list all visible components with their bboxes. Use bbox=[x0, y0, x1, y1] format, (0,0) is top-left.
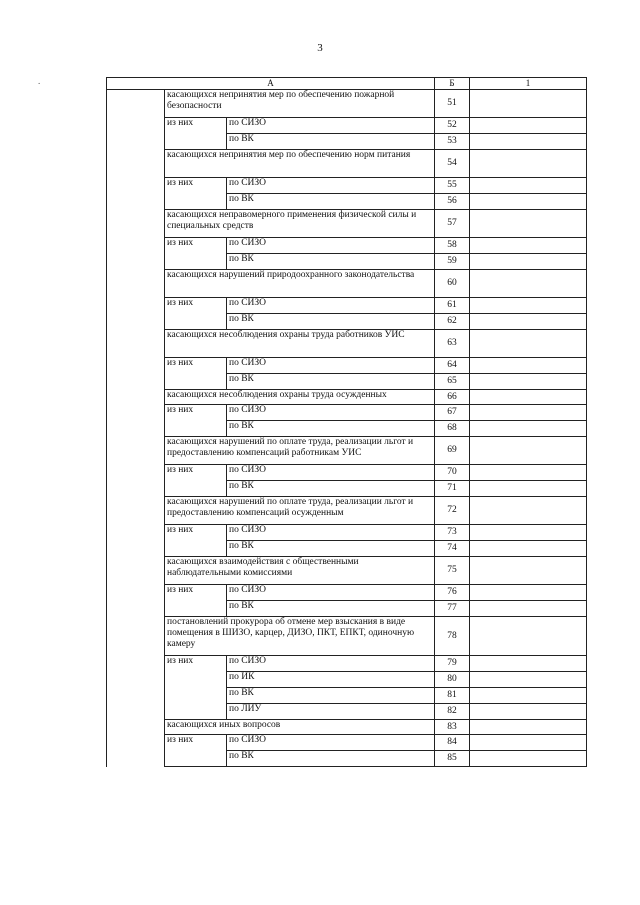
row-code: 66 bbox=[435, 390, 470, 405]
value-cell bbox=[470, 704, 587, 720]
sub-label: по СИЗО bbox=[227, 238, 435, 254]
value-cell bbox=[470, 210, 587, 238]
row-code: 76 bbox=[435, 585, 470, 601]
value-cell bbox=[470, 497, 587, 525]
value-cell bbox=[470, 421, 587, 437]
sub-prefix: из них bbox=[165, 238, 227, 270]
sub-label: по СИЗО bbox=[227, 735, 435, 751]
sub-prefix: из них bbox=[165, 585, 227, 617]
row-code: 64 bbox=[435, 358, 470, 374]
sub-prefix: из них bbox=[165, 118, 227, 150]
value-cell bbox=[470, 134, 587, 150]
sub-row bbox=[107, 178, 587, 194]
group-description: касающихся несоблюдения охраны труда осужденных bbox=[165, 390, 435, 405]
value-cell bbox=[470, 751, 587, 767]
row-code: 82 bbox=[435, 704, 470, 720]
sub-prefix: из них bbox=[165, 298, 227, 330]
row-code: 75 bbox=[435, 557, 470, 585]
value-cell bbox=[470, 525, 587, 541]
row-code: 67 bbox=[435, 405, 470, 421]
sub-label: по СИЗО bbox=[227, 585, 435, 601]
group-description: касающихся неправомерного применения физической силы и специальных средств bbox=[165, 210, 435, 238]
sub-label: по СИЗО bbox=[227, 465, 435, 481]
sub-row bbox=[107, 118, 587, 134]
sub-label: по ВК bbox=[227, 481, 435, 497]
row-code: 68 bbox=[435, 421, 470, 437]
value-cell bbox=[470, 330, 587, 358]
column-a-header: А bbox=[107, 78, 435, 90]
row-code: 77 bbox=[435, 601, 470, 617]
row-code: 52 bbox=[435, 118, 470, 134]
row-code: 72 bbox=[435, 497, 470, 525]
row-code: 53 bbox=[435, 134, 470, 150]
value-cell bbox=[470, 194, 587, 210]
sub-label: по ВК bbox=[227, 541, 435, 557]
sub-label: по ВК bbox=[227, 134, 435, 150]
row-code: 69 bbox=[435, 437, 470, 465]
sub-prefix: из них bbox=[165, 525, 227, 557]
margin-mark: . bbox=[38, 76, 41, 86]
sub-label: по ИК bbox=[227, 672, 435, 688]
sub-label: по ВК bbox=[227, 688, 435, 704]
row-code: 51 bbox=[435, 90, 470, 118]
row-code: 63 bbox=[435, 330, 470, 358]
sub-label: по СИЗО bbox=[227, 118, 435, 134]
value-cell bbox=[470, 90, 587, 118]
value-cell bbox=[470, 465, 587, 481]
value-cell bbox=[470, 481, 587, 497]
value-cell bbox=[470, 720, 587, 735]
group-description: касающихся нарушений по оплате труда, реализации льгот и предоставлению компенсаций работникам УИС bbox=[165, 437, 435, 465]
row-code: 79 bbox=[435, 656, 470, 672]
group-row bbox=[107, 90, 587, 118]
sub-prefix: из них bbox=[165, 358, 227, 390]
row-code: 58 bbox=[435, 238, 470, 254]
group-description: касающихся непринятия мер по обеспечению пожарной безопасности bbox=[165, 90, 435, 118]
sub-prefix: из них bbox=[165, 735, 227, 767]
sub-row bbox=[107, 465, 587, 481]
sub-label: по ВК bbox=[227, 194, 435, 210]
value-cell bbox=[470, 541, 587, 557]
value-cell bbox=[470, 585, 587, 601]
value-cell bbox=[470, 437, 587, 465]
group-description: касающихся иных вопросов bbox=[165, 720, 435, 735]
value-cell bbox=[470, 238, 587, 254]
group-description: постановлений прокурора об отмене мер взыскания в виде помещения в ШИЗО, карцер, ДИЗО, ПКТ, ЕПКТ, одиночную камеру bbox=[165, 617, 435, 656]
group-description: касающихся нарушений природоохранного законодательства bbox=[165, 270, 435, 298]
value-cell bbox=[470, 358, 587, 374]
group-row bbox=[107, 617, 587, 656]
row-code: 61 bbox=[435, 298, 470, 314]
group-row bbox=[107, 557, 587, 585]
sub-row bbox=[107, 405, 587, 421]
sub-label: по ВК bbox=[227, 751, 435, 767]
row-code: 80 bbox=[435, 672, 470, 688]
value-cell bbox=[470, 314, 587, 330]
group-row bbox=[107, 390, 587, 405]
row-code: 57 bbox=[435, 210, 470, 238]
sub-row bbox=[107, 298, 587, 314]
sub-label: по СИЗО bbox=[227, 525, 435, 541]
group-row bbox=[107, 330, 587, 358]
sub-label: по ЛИУ bbox=[227, 704, 435, 720]
row-code: 84 bbox=[435, 735, 470, 751]
sub-label: по СИЗО bbox=[227, 178, 435, 194]
row-code: 62 bbox=[435, 314, 470, 330]
header-row bbox=[107, 78, 587, 90]
page-number: 3 bbox=[317, 42, 323, 54]
row-code: 60 bbox=[435, 270, 470, 298]
group-description: касающихся нарушений по оплате труда, реализации льгот и предоставлению компенсаций осужденным bbox=[165, 497, 435, 525]
sub-label: по ВК bbox=[227, 421, 435, 437]
row-code: 73 bbox=[435, 525, 470, 541]
value-cell bbox=[470, 390, 587, 405]
blank-left-column bbox=[107, 90, 165, 767]
value-cell bbox=[470, 298, 587, 314]
row-code: 65 bbox=[435, 374, 470, 390]
report-body bbox=[107, 90, 587, 767]
row-code: 59 bbox=[435, 254, 470, 270]
column-b-header: Б bbox=[435, 78, 470, 90]
group-row bbox=[107, 720, 587, 735]
row-code: 55 bbox=[435, 178, 470, 194]
sub-row bbox=[107, 238, 587, 254]
sub-label: по СИЗО bbox=[227, 358, 435, 374]
row-code: 70 bbox=[435, 465, 470, 481]
value-cell bbox=[470, 150, 587, 178]
group-description: касающихся непринятия мер по обеспечению норм питания bbox=[165, 150, 435, 178]
sub-label: по ВК bbox=[227, 601, 435, 617]
value-cell bbox=[470, 601, 587, 617]
sub-prefix: из них bbox=[165, 465, 227, 497]
group-row bbox=[107, 210, 587, 238]
value-cell bbox=[470, 118, 587, 134]
value-cell bbox=[470, 254, 587, 270]
group-description: касающихся несоблюдения охраны труда работников УИС bbox=[165, 330, 435, 358]
sub-label: по СИЗО bbox=[227, 405, 435, 421]
value-cell bbox=[470, 617, 587, 656]
value-cell bbox=[470, 656, 587, 672]
value-cell bbox=[470, 557, 587, 585]
value-cell bbox=[470, 374, 587, 390]
sub-row bbox=[107, 656, 587, 672]
sub-label: по ВК bbox=[227, 374, 435, 390]
sub-label: по СИЗО bbox=[227, 298, 435, 314]
value-cell bbox=[470, 672, 587, 688]
row-code: 71 bbox=[435, 481, 470, 497]
sub-prefix: из них bbox=[165, 656, 227, 720]
row-code: 74 bbox=[435, 541, 470, 557]
row-code: 78 bbox=[435, 617, 470, 656]
row-code: 56 bbox=[435, 194, 470, 210]
value-cell bbox=[470, 735, 587, 751]
group-row bbox=[107, 437, 587, 465]
sub-row bbox=[107, 585, 587, 601]
group-row bbox=[107, 150, 587, 178]
sub-row bbox=[107, 525, 587, 541]
row-code: 83 bbox=[435, 720, 470, 735]
sub-prefix: из них bbox=[165, 178, 227, 210]
group-description: касающихся взаимодействия с общественными наблюдательными комиссиями bbox=[165, 557, 435, 585]
report-table bbox=[106, 77, 587, 767]
group-row bbox=[107, 497, 587, 525]
value-cell bbox=[470, 270, 587, 298]
sub-label: по ВК bbox=[227, 254, 435, 270]
sub-row bbox=[107, 358, 587, 374]
row-code: 85 bbox=[435, 751, 470, 767]
group-row bbox=[107, 270, 587, 298]
row-code: 81 bbox=[435, 688, 470, 704]
value-cell bbox=[470, 405, 587, 421]
sub-label: по СИЗО bbox=[227, 656, 435, 672]
value-cell bbox=[470, 178, 587, 194]
column-1-header: 1 bbox=[470, 78, 587, 90]
sub-row bbox=[107, 735, 587, 751]
sub-prefix: из них bbox=[165, 405, 227, 437]
value-cell bbox=[470, 688, 587, 704]
sub-label: по ВК bbox=[227, 314, 435, 330]
row-code: 54 bbox=[435, 150, 470, 178]
